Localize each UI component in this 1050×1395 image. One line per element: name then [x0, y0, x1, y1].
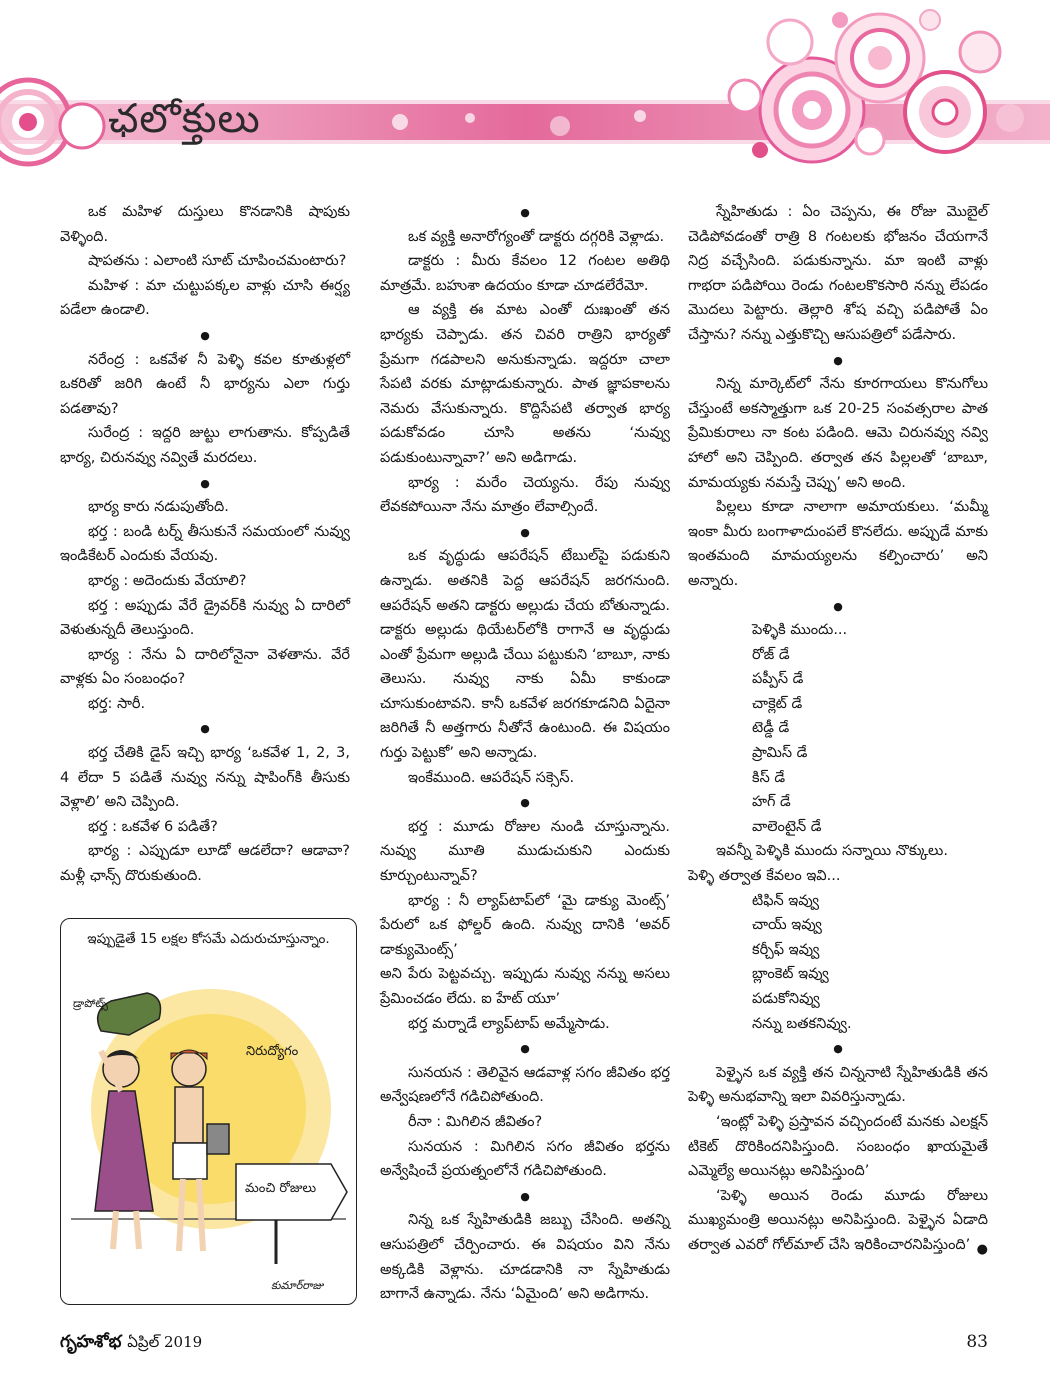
before-marriage-list: [688, 618, 988, 839]
list-item: ప్రామిస్ డే: [752, 745, 808, 762]
column-middle: [380, 200, 670, 1307]
joke-text: ఒక మహిళ దుస్తులు కొనడానికి షాపుకు వెళ్ళింది.: [60, 204, 350, 245]
joke-text: భార్య : ఎప్పుడూ లూడో ఆడలేదా? ఆడావా? మళ్లీ ఛాన్స్ దొరుకుతుంది.: [60, 843, 350, 885]
joke-text: భార్య : నీ ల్యాప్‌టాప్‌లో ‘మై డాక్యు మెంట్స్’ పేరులో ఒక ఫోల్డర్ ఉంది. నువ్వు దానికి ‘అవర్ డాక్యుమెంట్స్’: [380, 892, 670, 958]
sign-label: మంచి రోజులు: [245, 1181, 317, 1196]
joke-text: రీనా : మిగిలిన జీవితం?: [408, 1113, 543, 1130]
list-item: చాయ్ ఇవ్వు: [752, 917, 822, 934]
separator-bullet-icon: [380, 200, 670, 225]
list-item: టిఫిన్ ఇవ్వు: [752, 892, 819, 909]
page-title: ఛలోక్తులు: [108, 96, 261, 142]
joke-text: భర్త: సారీ.: [88, 695, 146, 712]
list-item: పప్పీస్ డే: [752, 671, 804, 688]
joke-text: భర్త : బండి టర్న్ తీసుకునే సమయంలో నువ్వు ఇండికేటర్ ఎందుకు వేయవు.: [60, 523, 350, 565]
issue-date: ఏప్రిల్ 2019: [127, 1333, 203, 1351]
joke-text: పెళ్ళైన ఒక వ్యక్తి తన చిన్ననాటి స్నేహితుడికి తన పెళ్ళి అనుభవాన్ని ఇలా వివరిస్తున్నాడు.: [688, 1064, 988, 1106]
joke-text: అని పేరు పెట్టవచ్చు. ఇప్పుడు నువ్వు నన్ను అసలు ప్రేమించడం లేదు. ఐ హేట్ యూ’: [380, 966, 670, 1007]
cartoon-box: [60, 918, 357, 1305]
joke-text: సునయన : తెలివైన ఆడవాళ్ల సగం జీవితం భర్త అన్వేషణలోనే గడిచిపోతుంది.: [380, 1064, 670, 1106]
joke-text: భర్త : అప్పుడు వేరే డ్రైవర్‌కి నువ్వు ఏ దారిలో వెళుతున్నదీ తెలుస్తుంది.: [60, 597, 350, 639]
separator-bullet-icon: [380, 520, 670, 545]
joke-text: భర్త మర్నాడే ల్యాప్‌టాప్ అమ్మేసాడు.: [408, 1015, 610, 1032]
joke-text: ఇవన్నీ పెళ్ళికి ముందు సన్నాయి నొక్కులు.: [716, 843, 948, 860]
joke-text: ‘ఇంట్లో పెళ్ళి ప్రస్తావన వచ్చిందంటే మనకు ఎలక్షన్ టికెట్ దొరికిందనిపిస్తుంది. సంబంధం ఖాయమైతే ఎమ్మెల్యే అయినట్లు అనిపిస్తుంది’: [688, 1113, 988, 1180]
column-left: [60, 200, 350, 889]
joke-text: స్నేహితుడు : ఏం చెప్పను, ఈ రోజు మొబైల్ చెడిపోవడంతో రాత్రి 8 గంటలకు భోజనం చేయగానే నిద్ర వచ్చేసింది. పడుకున్నాను. మా ఇంటి వాళ్లు గాభరా పడిపోయి రెండు గంటలకొకసారి నన్ను లేపడం మొదలు పెట్టారు. తెల్లారి శోష వచ్చి పడిపోతే ఏం చేస్తాను? నన్ను ఎత్తుకొచ్చి ఆసుపత్రిలో పడేసారు.: [688, 204, 988, 343]
magazine-name: గృహశోభ: [60, 1332, 122, 1352]
list-item: నన్ను బతకనివ్వు.: [752, 1015, 852, 1032]
separator-bullet-icon: [380, 790, 670, 815]
joke-text: పిల్లలు కూడా నాలాగా అమాయకులు. ‘మమ్మీ ఇంకా మీరు బంగాళాదుంపలే కొనలేదు. అప్పుడే మాకు ఇంతమంది మామయ్యలను కల్పించారు’ అని అన్నారు.: [688, 499, 988, 589]
separator-bullet-icon: [688, 594, 988, 619]
joke-text: సునయన : మిగిలిన సగం జీవితం భర్తను అన్వేషించే ప్రయత్నంలోనే గడిచిపోతుంది.: [380, 1138, 670, 1180]
joke-text: భర్త చేతికి డైస్ ఇచ్చి భార్య ‘ఒకవేళ 1, 2, 3, 4 లేదా 5 పడితే నువ్వు నన్ను షాపింగ్‌కి తీసుకు వెళ్లాలి’ అని చెప్పింది.: [60, 745, 350, 811]
joke-text: భార్య : అదెందుకు వేయాలి?: [88, 572, 247, 589]
joke-text: నిన్న ఒక స్నేహితుడికి జబ్బు చేసింది. అతన్ని ఆసుపత్రిలో చేర్పించారు. ఈ విషయం విని నేను అక్కడికి వెళ్లాను. చూడడానికి నా స్నేహితుడు బాగానే ఉన్నాడు. నేను ‘ఏమైంది’ అని అడిగాను.: [380, 1212, 670, 1303]
list-item: వాలెంటైన్ డే: [752, 818, 822, 835]
separator-bullet-icon: [688, 348, 988, 373]
separator-bullet-icon: [380, 1036, 670, 1061]
joke-text: భార్య : నేను ఏ దారిలోనైనా వెళతాను. వేరే వాళ్లకు ఏం సంబంధం?: [60, 646, 350, 688]
pot-label: డ్రాపోట్స్: [73, 997, 108, 1010]
joke-text: మహిళ : మా చుట్టుపక్కల వాళ్లు చూసి ఈర్ష్య పడేలా ఉండాలి.: [60, 277, 350, 319]
joke-text: పెళ్ళి తర్వాత కేవలం ఇవి...: [688, 868, 841, 885]
footer-magazine: [60, 1332, 202, 1356]
joke-text: సురేంద్ర : ఇద్దరి జుట్టు లాగుతాను. కోప్పడితే భార్య, చిరునవ్వు నవ్వితే మరదలు.: [60, 425, 350, 466]
column-right: [688, 200, 988, 1262]
end-bullet-icon: ●: [976, 1241, 988, 1257]
joke-text: భర్త : మూడు రోజుల నుండి చూస్తున్నాను. నువ్వు మూతి ముడుచుకుని ఎందుకు కూర్చుంటున్నావ్?: [380, 818, 670, 885]
after-marriage-list: [688, 889, 988, 1037]
joke-text: ‘పెళ్ళి అయిన రెండు మూడు రోజులు ముఖ్యమంత్రి అయినట్లు అనిపిస్తుంది. పెళ్ళైన ఏడాది తర్వాత ఎవరో గోల్‌మాల్ చేసి ఇరికించారనిపిస్తుంది’: [688, 1187, 988, 1253]
list-item: కర్చీఫ్ ఇవ్వు: [752, 941, 820, 958]
joke-text: నరేంద్ర : ఒకవేళ నీ పెళ్ళి కవల కూతుళ్లలో ఒకరితో జరిగి ఉంటే నీ భార్యను ఎలా గుర్తు పడతావు?: [60, 351, 350, 417]
joke-text: ఇంకేముంది. ఆపరేషన్ సక్సెస్.: [408, 769, 575, 786]
separator-bullet-icon: [60, 323, 350, 348]
joke-text: భార్య కారు నడుపుతోంది.: [88, 499, 229, 516]
joke-text: ఒక వృద్ధుడు ఆపరేషన్ టేబుల్‌పై పడుకుని ఉన్నాడు. అతనికి పెద్ద ఆపరేషన్ జరగనుంది. ఆపరేషన్ అతని డాక్టరు అల్లుడు చేయ బోతున్నాడు. డాక్టరు అల్లుడు థియేటర్‌లోకి రాగానే ఆ వృద్ధుడు ఎంతో ప్రేమగా అల్లుడి చేయి పట్టుకుని ‘బాబూ, నాకు తెలుసు. నువ్వు నాకు ఏమీ కాకుండా చూసుకుంటావని. కానీ ఒకవేళ జరగకూడనిది ఏదైనా జరిగితే నీ అత్తగారు నీతోనే ఉంటుంది. ఈ విషయం గుర్తు పెట్టుకో’ అని అన్నాడు.: [380, 548, 670, 762]
list-item: పెళ్ళికి ముందు...: [752, 622, 848, 639]
header-banner: [0, 0, 1050, 180]
list-item: హగ్ డే: [752, 794, 791, 811]
artist-signature: కుమార్‌రాజు: [271, 1279, 324, 1292]
list-item: రోజ్ డే: [752, 646, 790, 663]
list-item: కిస్ డే: [752, 769, 786, 786]
cartoon-caption: ఇప్పుడైతే 15 లక్షల కోసమే ఎదురుచూస్తున్నాం.: [87, 931, 330, 947]
man-label: నిరుద్యోగం: [246, 1044, 299, 1059]
joke-text: షాపతను : ఎలాంటి సూట్ చూపించమంటారు?: [88, 253, 347, 270]
list-item: టెడ్డీ డే: [752, 720, 790, 737]
list-item: బ్లాంకెట్ ఇవ్వు: [752, 966, 829, 983]
banner-decoration: [0, 0, 1050, 180]
separator-bullet-icon: [60, 471, 350, 496]
separator-bullet-icon: [60, 716, 350, 741]
list-item: చాక్లెట్ డే: [752, 695, 803, 712]
joke-text: భార్య : మరేం చెయ్యను. రేపు నువ్వు లేవకపోయినా నేను మాత్రం లేవాల్సిందే.: [380, 474, 670, 516]
separator-bullet-icon: [688, 1036, 988, 1061]
joke-text: నిన్న మార్కెట్‌లో నేను కూరగాయలు కొనుగోలు చేస్తుంటే అకస్మాత్తుగా ఒక 20-25 సంవత్సరాల పాత ప్రేమికురాలు నా కంట పడింది. ఆమె చిరునవ్వు నవ్వి హాలో అని చెప్పింది. తర్వాత తన పిల్లలతో ‘బాబూ, మామయ్యకు నమస్తే చెప్పు’ అని అంది.: [688, 376, 988, 491]
list-item: పడుకోనివ్వు: [752, 991, 820, 1007]
page-number: 83: [966, 1332, 988, 1352]
cartoon-illustration: [61, 919, 356, 1304]
joke-text: డాక్టరు : మీరు కేవలం 12 గంటల అతిథి మాత్రమే. బహుశా ఉదయం కూడా చూడలేరేమో.: [380, 253, 670, 294]
joke-text: భర్త : ఒకవేళ 6 పడితే?: [88, 818, 218, 835]
joke-text: ఆ వ్యక్తి ఈ మాట ఎంతో దుఃఖంతో తన భార్యకు చెప్పాడు. తన చివరి రాత్రిని భార్యతో ప్రేమగా గడపాలని అనుకున్నాడు. ఇద్దరూ చాలా సేపటి వరకు మాట్లాడుకున్నారు. పాత జ్ఞాపకాలను నెమరు వేసుకున్నారు. కొద్దిసేపటి తర్వాత భార్య పడుకోవడం చూసి అతను ‘నువ్వు పడుకుంటున్నావా?’ అని అడిగాడు.: [380, 302, 670, 466]
joke-text: ఒక వ్యక్తి అనారోగ్యంతో డాక్టరు దగ్గరికి వెళ్లాడు.: [408, 228, 665, 245]
separator-bullet-icon: [380, 1184, 670, 1209]
